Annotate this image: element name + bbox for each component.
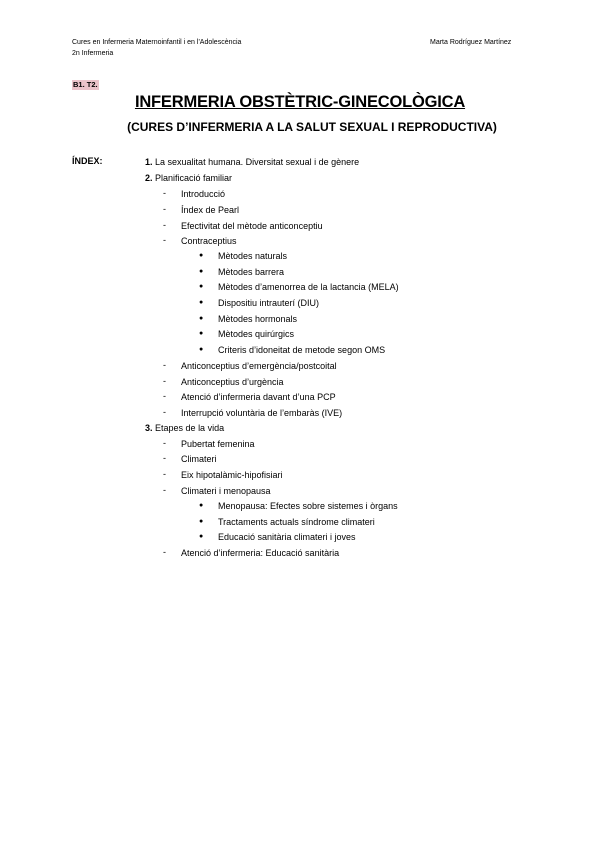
sub-list-item: Mètodes quirúrgics: [218, 329, 295, 339]
dash-marker: -: [163, 485, 166, 495]
list-item: Anticonceptius d’urgència: [181, 377, 284, 387]
document-title: INFERMERIA OBSTÈTRIC-GINECOLÒGICA: [134, 93, 466, 111]
bullet-icon: ●: [199, 502, 204, 509]
sub-list-item: Mètodes d’amenorrea de la lactancia (MELA): [218, 282, 399, 292]
list-item: Contraceptius: [181, 236, 237, 246]
sub-list-item: Criteris d’idoneitat de metode segon OMS: [218, 345, 386, 355]
bullet-icon: ●: [199, 299, 204, 306]
list-item: Índex de Pearl: [181, 205, 240, 215]
list-item: Climateri i menopausa: [181, 486, 271, 496]
dash-marker: -: [163, 235, 166, 245]
section-label: Planificació familiar: [155, 173, 233, 183]
header-course-info: [72, 37, 241, 59]
header-course: Cures en Infermeria Maternoinfantil i en l'Adolescència: [72, 39, 242, 46]
dash-marker: -: [163, 376, 166, 386]
bullet-icon: ●: [199, 330, 204, 337]
list-item: Interrupció voluntària de l’embaràs (IVE): [181, 408, 343, 418]
list-item: Introducció: [181, 189, 226, 199]
list-item: Climateri: [181, 454, 217, 464]
dash-marker: -: [163, 469, 166, 479]
list-item: Atenció d’infermeria davant d’una PCP: [181, 392, 336, 402]
section-label: La sexualitat humana. Diversitat sexual i de gènere: [155, 157, 360, 167]
section-2: [145, 172, 232, 184]
dash-marker: -: [163, 188, 166, 198]
dash-marker: -: [163, 204, 166, 214]
dash-marker: -: [163, 407, 166, 417]
bullet-icon: ●: [199, 315, 204, 322]
section-number: 1.: [145, 157, 153, 167]
dash-marker: -: [163, 438, 166, 448]
bullet-icon: ●: [199, 252, 204, 259]
section-label: Etapes de la vida: [155, 423, 225, 433]
header-author: Marta Rodríguez Martínez: [430, 39, 512, 46]
sub-list-item: Mètodes naturals: [218, 251, 288, 261]
section-3: [145, 422, 224, 434]
dash-marker: -: [163, 391, 166, 401]
bullet-icon: ●: [199, 346, 204, 353]
section-number: 3.: [145, 423, 153, 433]
section-number: 2.: [145, 173, 153, 183]
dash-marker: -: [163, 360, 166, 370]
document-subtitle: (CURES D’INFERMERIA A LA SALUT SEXUAL I REPRODUCTIVA): [127, 120, 497, 134]
bullet-icon: ●: [199, 533, 204, 540]
sub-list-item: Tractaments actuals síndrome climateri: [218, 517, 375, 527]
sub-list-item: Dispositiu intrauterí (DIU): [218, 298, 320, 308]
list-item: Efectivitat del mètode anticonceptiu: [181, 221, 323, 231]
list-item: Eix hipotalàmic-hipofisiari: [181, 470, 283, 480]
section-1: [145, 156, 359, 168]
bullet-icon: ●: [199, 268, 204, 275]
header-year: 2n Infermeria: [72, 50, 114, 57]
sub-list-item: Mètodes barrera: [218, 267, 285, 277]
list-item: Anticonceptius d’emergència/postcoital: [181, 361, 337, 371]
list-item: Pubertat femenina: [181, 439, 255, 449]
sub-list-item: Educació sanitària climateri i joves: [218, 532, 356, 542]
dash-marker: -: [163, 220, 166, 230]
bullet-icon: ●: [199, 518, 204, 525]
sub-list-item: Mètodes hormonals: [218, 314, 298, 324]
index-label: ÍNDEX:: [72, 156, 103, 166]
sub-list-item: Menopausa: Efectes sobre sistemes i òrgans: [218, 501, 398, 511]
list-item: Atenció d’infermeria: Educació sanitària: [181, 548, 340, 558]
bullet-icon: ●: [199, 283, 204, 290]
block-tag: B1. T2.: [73, 80, 98, 89]
dash-marker: -: [163, 547, 166, 557]
dash-marker: -: [163, 453, 166, 463]
